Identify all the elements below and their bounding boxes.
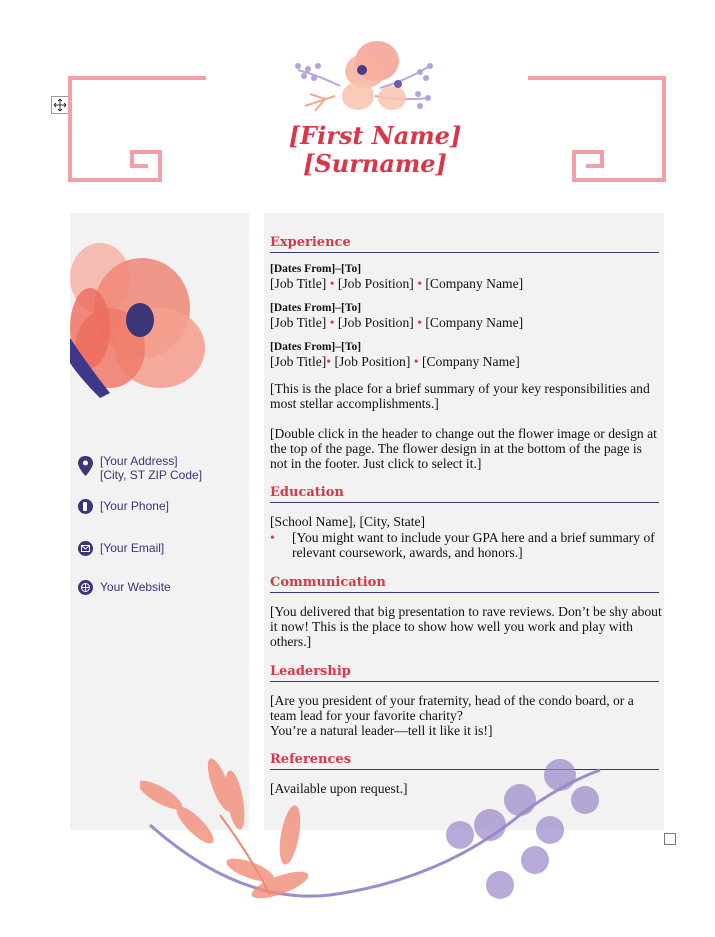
leadership-text[interactable]: [Are you president of your fraternity, head of the condo board, or a team lead for your favorite charity? You’re a natural leader—tell it like it is!]: [270, 693, 634, 738]
contact-phone: [78, 499, 169, 514]
education-school[interactable]: [School Name], [City, State]: [270, 514, 426, 529]
first-name[interactable]: [First Name]: [288, 121, 462, 150]
contact-website: [78, 580, 171, 595]
resize-handle[interactable]: [664, 833, 676, 845]
contact-email: [78, 541, 164, 556]
phone-text[interactable]: [Your Phone]: [100, 499, 169, 513]
communication-heading: Communication: [270, 575, 659, 593]
experience-note[interactable]: [Double click in the header to change out the flower image or design at the top of the page. The flower design in at the bottom of the page is not in the footer. Just click to select it.]: [270, 426, 657, 471]
bottom-floral-illustration: [140, 755, 620, 925]
experience-summary[interactable]: [This is the place for a brief summary of your key responsibilities and most stellar accomplishments.]: [270, 381, 650, 411]
header-flower-illustration: [280, 36, 445, 122]
address-line-2[interactable]: [City, ST ZIP Code]: [100, 468, 203, 482]
education-bullet[interactable]: • [You might want to include your GPA here and a brief summary of relevant coursework, awards, and honors.]: [270, 530, 655, 560]
location-pin-icon: [78, 456, 93, 476]
sidebar-flower-illustration: [70, 238, 210, 408]
references-text[interactable]: [Available upon request.]: [270, 781, 408, 796]
phone-icon: [78, 499, 93, 514]
email-text[interactable]: [Your Email]: [100, 541, 165, 555]
communication-text[interactable]: [You delivered that big presentation to rave reviews. Don’t be shy about it now! This is the place to show how well you work and play with others.]: [270, 604, 662, 649]
experience-entry-1[interactable]: [Dates From]–[To] [Job Title] • [Job Position] • [Company Name]: [270, 263, 524, 291]
experience-entry-3[interactable]: [Dates From]–[To] [Job Title]• [Job Position] • [Company Name]: [270, 341, 520, 369]
leadership-heading: Leadership: [270, 664, 659, 682]
address-line-1[interactable]: [Your Address]: [100, 454, 178, 468]
envelope-icon: [78, 541, 93, 556]
education-heading: Education: [270, 485, 659, 503]
experience-entry-2[interactable]: [Dates From]–[To] [Job Title] • [Job Position] • [Company Name]: [270, 302, 524, 330]
move-handle-icon[interactable]: [51, 96, 69, 114]
experience-heading: Experience: [270, 235, 659, 253]
surname[interactable]: [Surname]: [303, 149, 447, 178]
contact-address: [78, 454, 202, 482]
references-heading: References: [270, 752, 659, 770]
globe-icon: [78, 580, 93, 595]
website-text[interactable]: Your Website: [100, 580, 171, 594]
